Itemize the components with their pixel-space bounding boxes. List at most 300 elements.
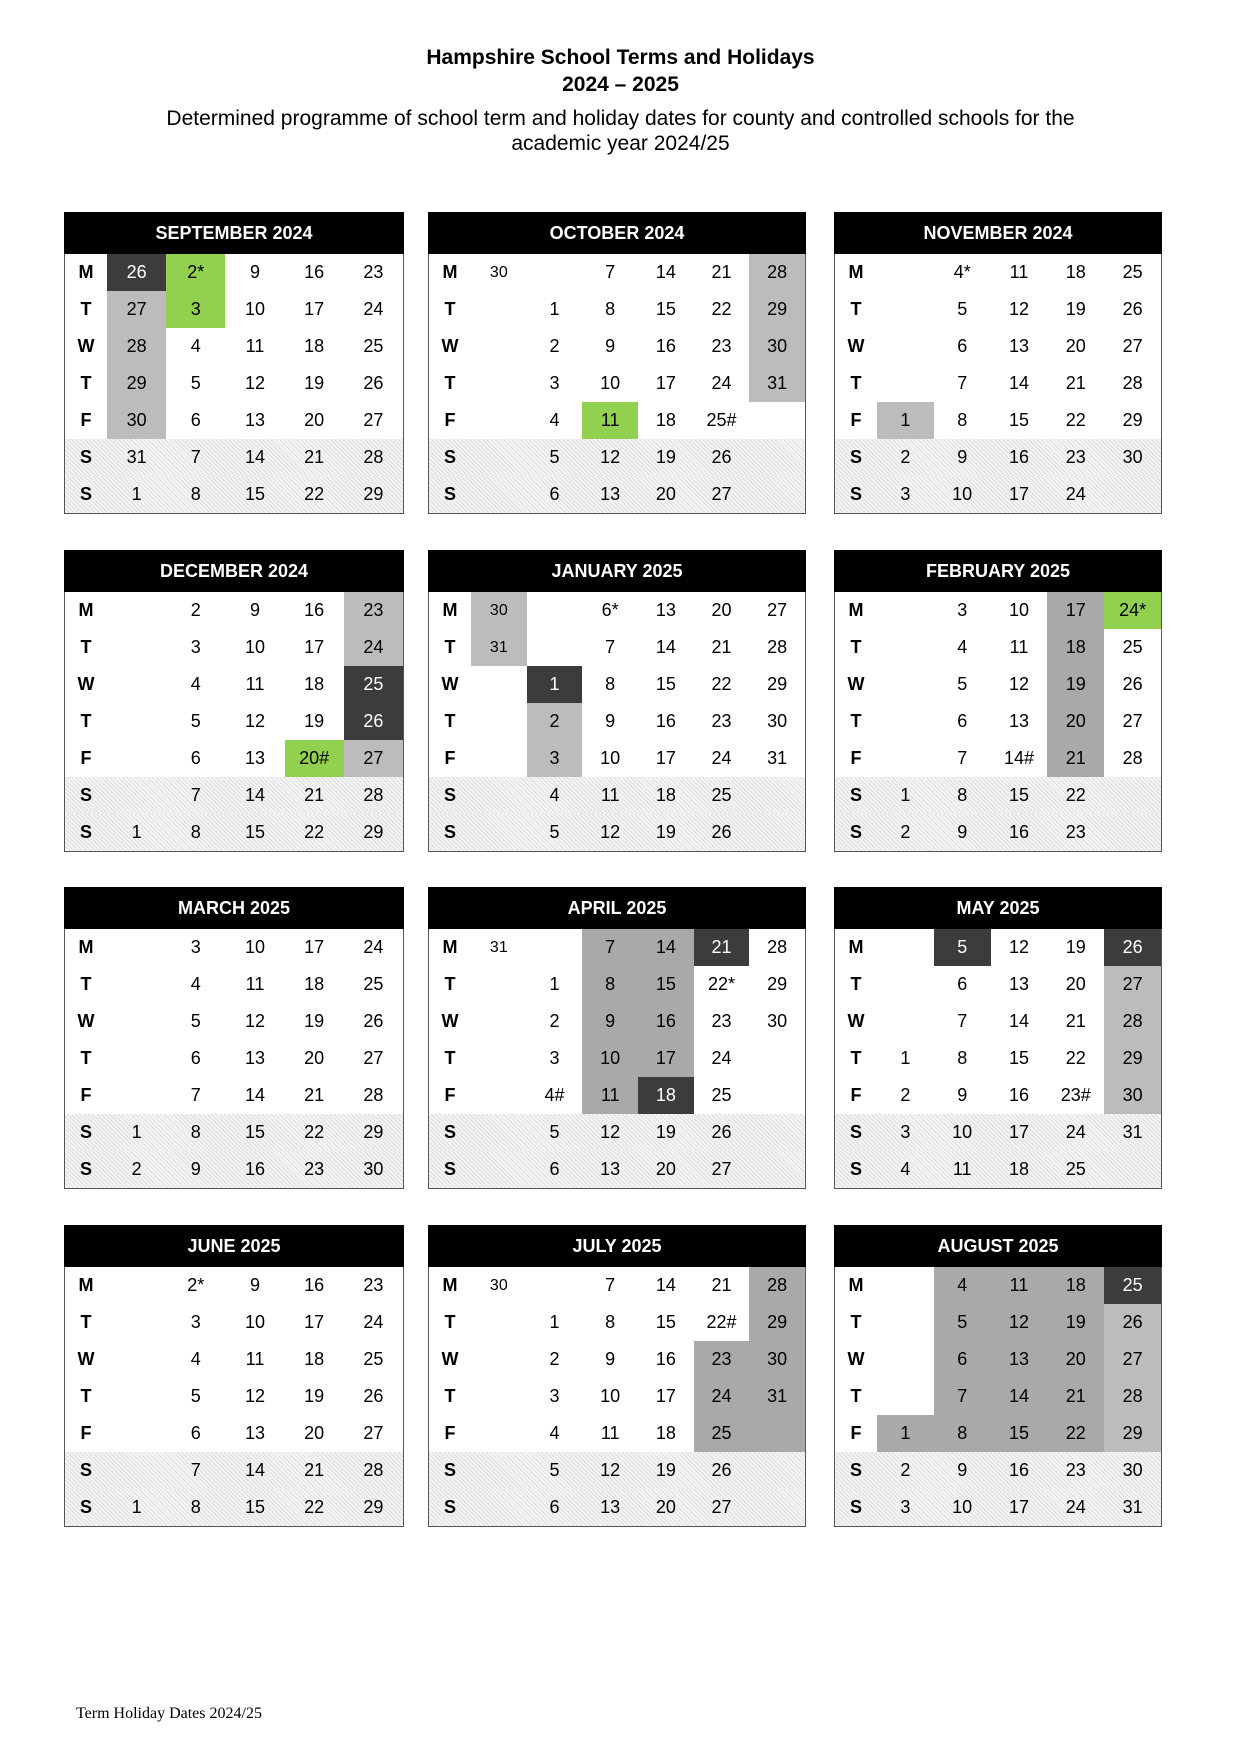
day-cell: 18 [304, 974, 325, 994]
day-cell: 5 [549, 1122, 560, 1142]
day-cell: 15 [244, 1497, 265, 1517]
day-cell: 15 [655, 299, 676, 319]
weekday-letter: F [850, 748, 862, 768]
day-cell: 4 [190, 336, 201, 356]
day-cell: 21 [711, 262, 732, 282]
day-cell: 12 [244, 711, 265, 731]
day-cell: 28 [1122, 748, 1143, 768]
day-cell: 17 [304, 1312, 325, 1332]
day-cell: 22 [304, 1497, 325, 1517]
day-cell: 9 [190, 1159, 201, 1179]
day-cell: 23 [1065, 822, 1086, 842]
day-cell: 27 [1104, 1341, 1161, 1378]
day-cell: 28 [1122, 373, 1143, 393]
month-days [428, 929, 806, 1189]
day-cell: 19 [655, 447, 676, 467]
day-cell: 10 [582, 1040, 638, 1077]
day-cell: 19 [1065, 299, 1086, 319]
day-cell: 1 [900, 1048, 911, 1068]
day-cell: 4 [190, 1349, 201, 1369]
day-cell: 24* [1104, 592, 1161, 629]
day-cell: 7 [605, 637, 616, 657]
weekday-letter: W [441, 1349, 459, 1369]
weekday-letter: W [847, 674, 865, 694]
day-cell: 7 [190, 447, 201, 467]
day-cell: 22 [711, 674, 732, 694]
day-cell: 9 [249, 262, 260, 282]
day-cell: 9 [582, 1003, 638, 1040]
weekday-letter: T [80, 1312, 92, 1332]
weekday-letter: M [78, 600, 94, 620]
weekday-letter: S [443, 1497, 456, 1517]
day-cell: 26 [1122, 299, 1143, 319]
day-cell: 8 [605, 674, 616, 694]
day-cell: 28 [1104, 1378, 1161, 1415]
day-cell: 2 [190, 600, 201, 620]
month-calendar [64, 212, 404, 514]
day-cell: 1 [549, 299, 560, 319]
day-cell: 13 [244, 748, 265, 768]
day-cell: 8 [605, 1312, 616, 1332]
weekday-letter: T [80, 373, 92, 393]
day-cell: 2* [187, 1275, 205, 1295]
day-cell: 12 [244, 1386, 265, 1406]
day-cell: 25 [1065, 1159, 1086, 1179]
day-cell: 7 [582, 929, 638, 966]
day-cell: 25 [344, 666, 403, 703]
day-cell: 26 [711, 822, 732, 842]
day-cell: 5 [957, 674, 968, 694]
day-cell: 15 [1008, 410, 1029, 430]
weekday-letter: W [77, 1011, 95, 1031]
day-cell: 12 [991, 1304, 1048, 1341]
day-cell: 25 [363, 974, 384, 994]
day-cell: 21 [694, 929, 750, 966]
weekday-letter: S [849, 822, 862, 842]
day-cell: 2 [131, 1159, 142, 1179]
weekday-letter: F [80, 410, 92, 430]
day-cell: 9 [605, 336, 616, 356]
weekday-letter: T [80, 711, 92, 731]
day-cell: 17 [304, 937, 325, 957]
day-cell: 11 [582, 1077, 638, 1114]
day-cell: 20 [304, 1048, 325, 1068]
day-cell: 11 [245, 1349, 265, 1369]
day-cell: 18 [655, 1423, 676, 1443]
footer-text: Term Holiday Dates 2024/25 [76, 1705, 262, 1722]
weekday-letter: T [444, 1386, 456, 1406]
day-cell: 26 [344, 703, 403, 740]
day-cell: 20 [304, 410, 325, 430]
day-cell: 11 [1009, 637, 1029, 657]
day-cell: 24 [363, 937, 384, 957]
day-cell: 27 [1122, 336, 1143, 356]
day-cell: 3 [190, 937, 201, 957]
day-cell: 6 [190, 1048, 201, 1068]
day-cell: 30 [1122, 1460, 1143, 1480]
day-cell: 2* [166, 254, 225, 291]
weekday-letter: T [80, 974, 92, 994]
day-cell: 29 [1122, 410, 1143, 430]
day-cell: 25# [706, 410, 737, 430]
day-cell: 21 [1047, 740, 1104, 777]
day-cell: 9 [605, 711, 616, 731]
day-cell: 16 [655, 711, 676, 731]
weekday-letter: T [850, 299, 862, 319]
weekday-letter: W [77, 674, 95, 694]
month-days [428, 1267, 806, 1527]
day-cell: 17 [655, 748, 676, 768]
day-cell: 8 [957, 410, 968, 430]
day-cell: 3 [900, 484, 911, 504]
day-cell: 26 [711, 1122, 732, 1142]
weekday-letter: M [848, 1275, 864, 1295]
day-cell: 31 [471, 629, 527, 666]
day-cell: 20 [1065, 974, 1086, 994]
day-cell: 2 [549, 1011, 560, 1031]
weekday-letter: S [849, 447, 862, 467]
day-cell: 8 [934, 1415, 991, 1452]
weekday-letter: T [80, 299, 92, 319]
day-cell: 7 [605, 262, 616, 282]
day-cell: 30 [363, 1159, 384, 1179]
day-cell: 20 [655, 1159, 676, 1179]
weekday-letter: S [443, 785, 456, 805]
weekday-letter: S [849, 484, 862, 504]
month-title: AUGUST 2025 [834, 1225, 1162, 1267]
weekday-letter: T [444, 1312, 456, 1332]
day-cell: 11 [600, 785, 620, 805]
day-cell: 9 [957, 447, 968, 467]
day-cell: 9 [957, 1460, 968, 1480]
weekday-letter: T [850, 1312, 862, 1332]
day-cell: 26 [363, 1386, 384, 1406]
day-cell: 22# [706, 1312, 737, 1332]
day-cell: 15 [244, 822, 265, 842]
day-cell: 4 [900, 1159, 911, 1179]
month-calendar [834, 1225, 1162, 1527]
day-cell: 22 [1065, 410, 1086, 430]
month-title: JULY 2025 [428, 1225, 806, 1267]
day-cell: 24 [711, 1048, 732, 1068]
weekday-letter: F [444, 748, 456, 768]
day-cell: 3 [166, 291, 225, 328]
weekday-letter: M [78, 937, 94, 957]
day-cell: 15 [244, 484, 265, 504]
day-cell: 29 [363, 1497, 384, 1517]
day-cell: 11 [245, 674, 265, 694]
day-cell: 9 [957, 1085, 968, 1105]
day-cell: 28 [363, 1460, 384, 1480]
day-cell: 28 [363, 447, 384, 467]
day-cell: 31 [749, 1378, 805, 1415]
day-cell: 26 [363, 373, 384, 393]
day-cell: 14 [991, 1378, 1048, 1415]
day-cell: 10 [952, 1122, 973, 1142]
day-cell: 12 [600, 822, 621, 842]
day-cell: 29 [363, 822, 384, 842]
weekday-letter: T [444, 1048, 456, 1068]
day-cell: 24 [363, 299, 384, 319]
weekday-letter: T [850, 1048, 862, 1068]
day-cell: 1 [877, 1415, 934, 1452]
day-cell: 5 [549, 447, 560, 467]
weekday-letter: W [847, 1349, 865, 1369]
weekday-letter: S [79, 1460, 92, 1480]
day-cell: 27 [1104, 966, 1161, 1003]
day-cell: 20 [655, 484, 676, 504]
day-cell: 12 [1008, 674, 1029, 694]
day-cell: 8 [957, 1048, 968, 1068]
day-cell: 10 [600, 1386, 621, 1406]
day-cell: 12 [1008, 937, 1029, 957]
day-cell: 11 [245, 974, 265, 994]
weekday-letter: F [80, 748, 92, 768]
day-cell: 14 [655, 637, 676, 657]
day-cell: 23 [363, 262, 384, 282]
day-cell: 31 [126, 447, 147, 467]
day-cell: 31 [1122, 1122, 1143, 1142]
day-cell: 28 [107, 328, 166, 365]
day-cell: 4 [934, 1267, 991, 1304]
day-cell: 29 [363, 484, 384, 504]
day-cell: 18 [1047, 1267, 1104, 1304]
month-days [64, 1267, 404, 1527]
day-cell: 20# [285, 740, 344, 777]
day-cell: 25 [1122, 262, 1143, 282]
day-cell: 8 [190, 1497, 201, 1517]
weekday-letter: S [443, 1159, 456, 1179]
day-cell: 12 [600, 447, 621, 467]
day-cell: 21 [1065, 373, 1086, 393]
weekday-letter: S [79, 822, 92, 842]
day-cell: 20 [711, 600, 732, 620]
day-cell: 29 [107, 365, 166, 402]
day-cell: 29 [749, 1304, 805, 1341]
day-cell: 17 [304, 299, 325, 319]
day-cell: 21 [1047, 1378, 1104, 1415]
day-cell: 6 [549, 1497, 560, 1517]
weekday-letter: M [78, 1275, 94, 1295]
day-cell: 17 [655, 1386, 676, 1406]
weekday-letter: T [850, 711, 862, 731]
day-cell: 6 [190, 748, 201, 768]
day-cell: 31 [749, 365, 805, 402]
day-cell: 23 [304, 1159, 325, 1179]
day-cell: 2 [900, 1085, 911, 1105]
day-cell: 17 [638, 1040, 694, 1077]
day-cell: 6 [190, 1423, 201, 1443]
weekday-letter: W [441, 674, 459, 694]
day-cell: 8 [582, 966, 638, 1003]
day-cell: 7 [957, 373, 968, 393]
month-days [834, 929, 1162, 1189]
month-calendar [834, 550, 1162, 852]
day-cell: 1 [131, 822, 142, 842]
weekday-letter: T [444, 299, 456, 319]
day-cell: 14 [655, 1275, 676, 1295]
day-cell: 9 [605, 1349, 616, 1369]
weekday-letter: F [80, 1085, 92, 1105]
day-cell: 8 [190, 484, 201, 504]
month-title: OCTOBER 2024 [428, 212, 806, 254]
day-cell: 25 [363, 1349, 384, 1369]
weekday-letter: T [444, 711, 456, 731]
day-cell: 5 [190, 373, 201, 393]
day-cell: 27 [711, 484, 732, 504]
day-cell: 6 [957, 336, 968, 356]
month-days [428, 254, 806, 514]
weekday-letter: T [80, 1048, 92, 1068]
day-cell: 7 [934, 1378, 991, 1415]
day-cell: 23 [711, 336, 732, 356]
month-days [64, 592, 404, 852]
day-cell: 25 [711, 1085, 732, 1105]
day-cell: 31 [1122, 1497, 1143, 1517]
day-cell: 5 [190, 1011, 201, 1031]
day-cell: 15 [244, 1122, 265, 1142]
day-cell: 5 [549, 1460, 560, 1480]
day-cell: 13 [1008, 711, 1029, 731]
day-cell: 4 [549, 410, 560, 430]
day-cell: 1 [527, 666, 583, 703]
day-cell: 29 [1104, 1040, 1161, 1077]
day-cell: 22 [1065, 785, 1086, 805]
day-cell: 1 [900, 785, 911, 805]
day-cell: 24 [711, 748, 732, 768]
weekday-letter: S [443, 1122, 456, 1142]
day-cell: 11 [582, 402, 638, 439]
weekday-letter: W [77, 1349, 95, 1369]
day-cell: 2 [900, 447, 911, 467]
day-cell: 8 [190, 822, 201, 842]
day-cell: 5 [957, 299, 968, 319]
weekday-letter: F [80, 1423, 92, 1443]
day-cell: 5 [549, 822, 560, 842]
day-cell: 31 [489, 939, 508, 956]
day-cell: 18 [638, 1077, 694, 1114]
day-cell: 11 [1009, 262, 1029, 282]
day-cell: 30 [749, 328, 805, 365]
weekday-letter: S [849, 785, 862, 805]
weekday-letter: T [80, 637, 92, 657]
day-cell: 30 [489, 1277, 508, 1294]
month-title: SEPTEMBER 2024 [64, 212, 404, 254]
month-title: APRIL 2025 [428, 887, 806, 929]
day-cell: 4 [549, 785, 560, 805]
day-cell: 11 [952, 1159, 972, 1179]
day-cell: 7 [957, 748, 968, 768]
day-cell: 25 [363, 336, 384, 356]
day-cell: 31 [767, 748, 788, 768]
day-cell: 21 [304, 785, 325, 805]
weekday-letter: F [444, 1423, 456, 1443]
day-cell: 27 [344, 740, 403, 777]
day-cell: 22 [1047, 1415, 1104, 1452]
day-cell: 18 [304, 336, 325, 356]
day-cell: 28 [767, 937, 788, 957]
weekday-letter: S [79, 1122, 92, 1142]
day-cell: 30 [767, 1011, 788, 1031]
weekday-letter: S [443, 484, 456, 504]
day-cell: 9 [249, 1275, 260, 1295]
month-days [64, 929, 404, 1189]
day-cell: 15 [655, 674, 676, 694]
day-cell: 22 [304, 822, 325, 842]
day-cell: 21 [304, 1085, 325, 1105]
day-cell: 16 [655, 1349, 676, 1369]
day-cell: 30 [767, 711, 788, 731]
day-cell: 27 [363, 1423, 384, 1443]
weekday-letter: T [850, 974, 862, 994]
day-cell: 2 [900, 822, 911, 842]
day-cell: 16 [1008, 1085, 1029, 1105]
day-cell: 19 [1065, 937, 1086, 957]
day-cell: 19 [655, 822, 676, 842]
day-cell: 4 [549, 1423, 560, 1443]
month-days [834, 592, 1162, 852]
weekday-letter: M [848, 262, 864, 282]
day-cell: 3 [549, 1048, 560, 1068]
day-cell: 23 [344, 592, 403, 629]
day-cell: 30 [489, 264, 508, 281]
day-cell: 20 [1047, 703, 1104, 740]
day-cell: 21 [304, 1460, 325, 1480]
day-cell: 7 [605, 1275, 616, 1295]
day-cell: 22 [1065, 1048, 1086, 1068]
day-cell: 26 [711, 1460, 732, 1480]
day-cell: 1 [877, 402, 934, 439]
month-days [428, 592, 806, 852]
day-cell: 16 [304, 1275, 325, 1295]
day-cell: 29 [749, 291, 805, 328]
day-cell: 13 [1008, 336, 1029, 356]
day-cell: 5 [934, 1304, 991, 1341]
day-cell: 5 [190, 1386, 201, 1406]
day-cell: 15 [638, 966, 694, 1003]
day-cell: 14 [244, 1085, 265, 1105]
weekday-letter: T [850, 1386, 862, 1406]
day-cell: 1 [549, 1312, 560, 1332]
day-cell: 19 [655, 1122, 676, 1142]
weekday-letter: S [849, 1159, 862, 1179]
day-cell: 14 [638, 929, 694, 966]
weekday-letter: M [848, 600, 864, 620]
day-cell: 4 [190, 974, 201, 994]
day-cell: 15 [1008, 1048, 1029, 1068]
weekday-letter: W [847, 336, 865, 356]
day-cell: 12 [1008, 299, 1029, 319]
weekday-letter: S [79, 1497, 92, 1517]
day-cell: 30 [471, 592, 527, 629]
day-cell: 14 [655, 262, 676, 282]
day-cell: 10 [600, 373, 621, 393]
day-cell: 13 [1008, 974, 1029, 994]
month-title: NOVEMBER 2024 [834, 212, 1162, 254]
month-calendar [428, 887, 806, 1189]
weekday-letter: M [442, 262, 458, 282]
day-cell: 21 [711, 1275, 732, 1295]
day-cell: 21 [304, 447, 325, 467]
page-title: Hampshire School Terms and Holidays [426, 46, 815, 69]
day-cell: 4# [544, 1085, 565, 1105]
weekday-letter: T [80, 1386, 92, 1406]
day-cell: 26 [107, 254, 166, 291]
month-title: JANUARY 2025 [428, 550, 806, 592]
day-cell: 3 [957, 600, 968, 620]
weekday-letter: W [77, 336, 95, 356]
day-cell: 23 [1065, 447, 1086, 467]
